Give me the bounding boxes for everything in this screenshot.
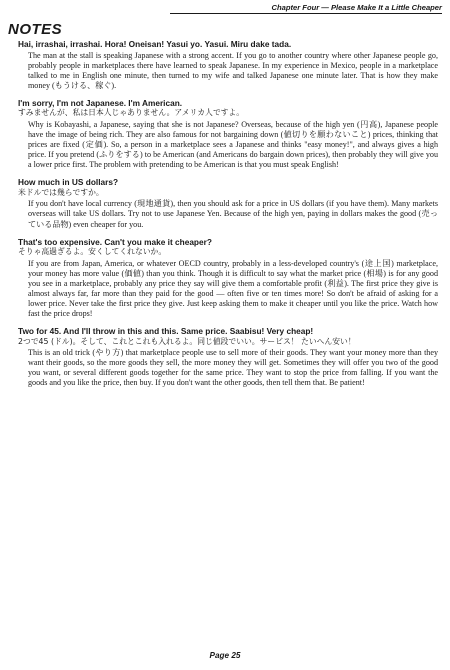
- note-heading: I'm sorry, I'm not Japanese. I'm American.: [18, 97, 183, 108]
- note-body: If you are from Japan, America, or whatever OECD country, probably in a less-developed country's (途上国) marketplace, your money has more value (価値) than you think. Though it is difficult to say what the market price (相場) is for any good you see in a marketplace, probably any price they say will give them a comfortable profit (利益). The first price they give is almost always far, far more than they paid for the good — often five or ten times more! So don't be afraid of asking for a lower price. Never take the first price they give. Just keep asking them to make it cheaper until you like the price. Watch how fast the price drops!: [28, 258, 438, 319]
- notes-title: NOTES: [8, 21, 63, 38]
- note-heading: Hai, irrashai, irrashai. Hora! Oneisan! Yasui yo. Yasui. Miru dake tada.: [18, 39, 292, 49]
- note-body: This is an old trick (やり方) that marketplace people use to sell more of their goods. They want your money more than they want their goods, so the more goods they sell, the more money they will get. Sometimes they will offer you two of the good you want, or several different goods together for the same price. They want to stop the price from falling. If you want the goods and you like the price, then buy. If you don't want the other goods, then tell them that. Be patient!: [28, 348, 438, 388]
- note-entry: [18, 39, 438, 91]
- note-japanese: すみませんが、私は日本人じゃありません。アメリカ人ですよ。: [18, 108, 245, 118]
- note-body: If you don't have local currency (現地通貨), then you should ask for a price in US dollars (if you have them). Many markets overseas will take US dollars. Try not to use Japanese Yen. Because of the high yen, paying in dollars makes the good (売っている品物) even cheaper for you.: [28, 199, 438, 229]
- note-entry: [18, 177, 438, 229]
- note-entry: [18, 237, 438, 320]
- running-head: Chapter Four — Please Make It a Little Cheaper: [170, 3, 442, 14]
- note-heading: That's too expensive. Can't you make it cheaper?: [18, 236, 212, 247]
- note-body: Why is Kobayashi, a Japanese, saying that she is not Japanese? Overseas, because of the high yen (円高), Japanese people have the image of being rich. They are also famous for not bargaining down (値切りを願わないこと) prices, thinking that prices are fixed (定価). So, a person in a marketplace sees a Japanese and thinks "easy money!", and always gives a high price. If you pretend (ふりをする) to be American (and Americans do bargain down prices), then probably they will give you a lower price first. The problem with pretending to be American is that you must speak English!: [28, 119, 438, 170]
- notes-content: [18, 39, 438, 389]
- note-entry: [18, 326, 438, 388]
- page-number: Page 25: [209, 651, 241, 660]
- note-japanese: 2つで45 (ドル)。そして、これとこれも入れるよ。同じ値段でいい。サービス！ たいへん安い！: [18, 336, 356, 346]
- note-entry: [18, 98, 438, 170]
- note-heading: Two for 45. And I'll throw in this and this. Same price. Saabisu! Very cheap!: [18, 326, 314, 337]
- note-heading: How much in US dollars?: [18, 177, 119, 188]
- note-body: The man at the stall is speaking Japanese with a strong accent. If you go to another country where other Japanese people go, probably people in marketplaces there have learned to speak Japanese. In my experience in Mexico, people in a marketplace talked to me in English one minute, then turned to my wife and talked Japanese one minute later. That is how they make money (もうける、稼ぐ).: [28, 50, 438, 90]
- note-japanese: そりゃ高過ぎるよ。安くしてくれないか。: [18, 247, 167, 257]
- note-japanese: 米ドルでは幾らですか。: [18, 187, 104, 197]
